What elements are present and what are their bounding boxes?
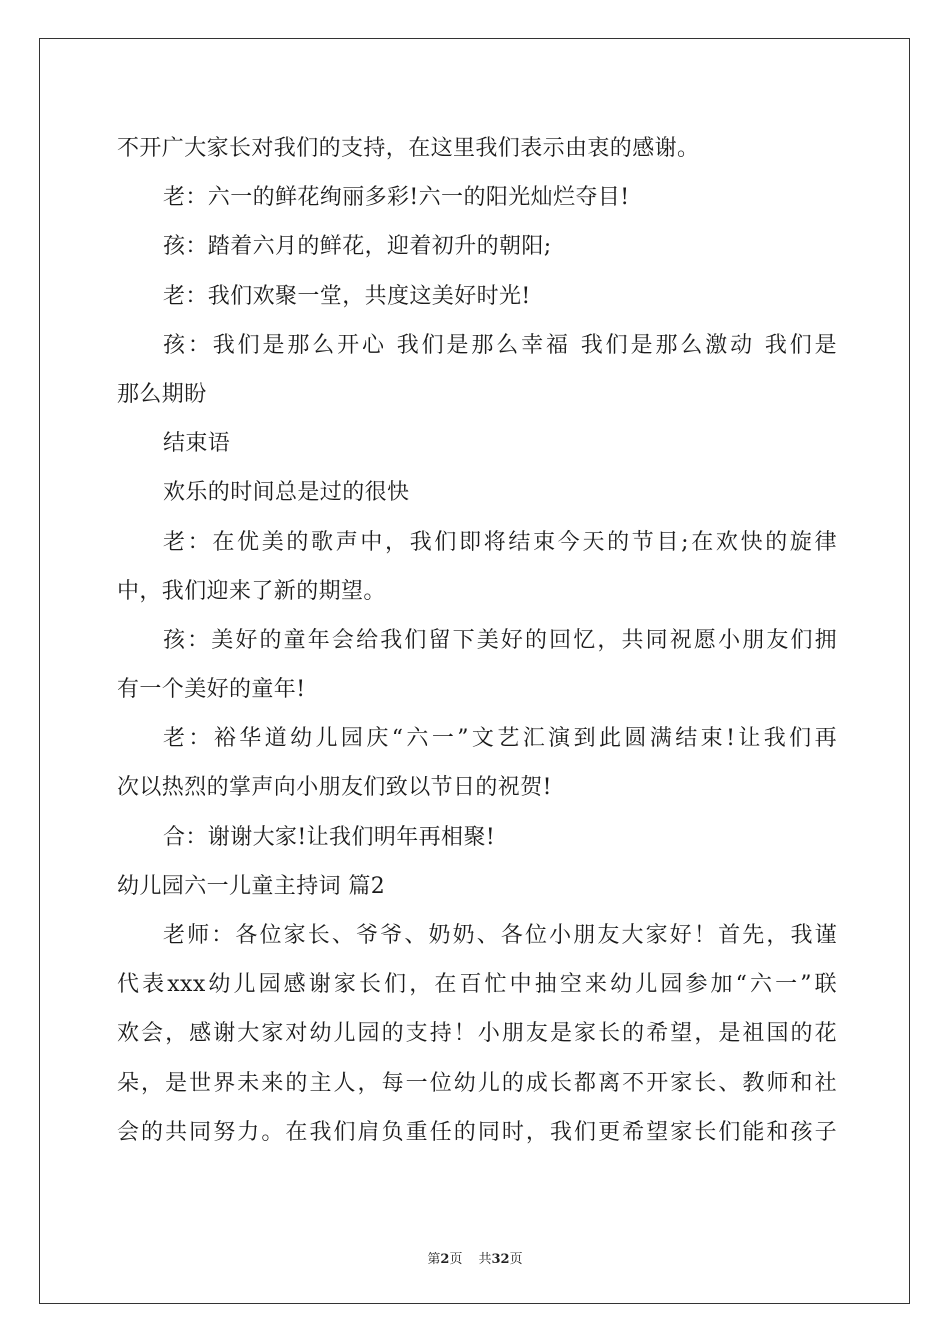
section-heading: 结束语 [163,431,231,457]
text-line: 孩：我们是那么开心 我们是那么幸福 我们是那么激动 我们是 [163,332,837,358]
page-prefix: 第 [427,1252,441,1267]
text-line: 老：裕华道幼儿园庆“六一”文艺汇演到此圆满结束!让我们再 [163,726,837,752]
page-suffix: 页 [449,1252,463,1267]
text-line: 欢乐的时间总是过的很快 [163,480,410,506]
text-line: 会的共同努力。在我们肩负重任的同时，我们更希望家长们能和孩子 [117,1119,837,1145]
text-line: 那么期盼 [117,381,207,407]
section-title: 幼儿园六一儿童主持词 篇2 [117,873,386,899]
text-line: 不开广大家长对我们的支持，在这里我们表示由衷的感谢。 [117,136,700,161]
total-prefix: 共 [478,1252,492,1267]
text-line: 老：六一的鲜花绚丽多彩!六一的阳光灿烂夺目! [163,185,630,211]
page-footer [0,1248,950,1267]
text-line: 次以热烈的掌声向小朋友们致以节日的祝贺! [117,775,552,801]
document-body [117,124,837,1157]
total-pages: 32 [491,1252,510,1267]
text-line: 代表xxx幼儿园感谢家长们，在百忙中抽空来幼儿园参加“六一”联 [117,972,837,998]
text-line: 欢会，感谢大家对幼儿园的支持！小朋友是家长的希望，是祖国的花 [117,1021,837,1047]
text-line: 老师：各位家长、爷爷、奶奶、各位小朋友大家好！首先，我谨 [163,923,837,948]
text-line: 中，我们迎来了新的期望。 [117,578,386,604]
text-line: 合：谢谢大家!让我们明年再相聚! [163,824,496,850]
text-line: 老：在优美的歌声中，我们即将结束今天的节目;在欢快的旋律 [163,529,837,555]
text-line: 朵，是世界未来的主人，每一位幼儿的成长都离不开家长、教师和社 [117,1070,837,1096]
text-line: 孩：美好的童年会给我们留下美好的回忆，共同祝愿小朋友们拥 [163,627,837,653]
page-number: 2 [440,1252,450,1267]
text-line: 有一个美好的童年! [117,677,306,703]
text-line: 孩：踏着六月的鲜花，迎着初升的朝阳; [163,234,552,260]
text-line: 老：我们欢聚一堂，共度这美好时光! [163,283,531,309]
total-suffix: 页 [509,1252,523,1267]
